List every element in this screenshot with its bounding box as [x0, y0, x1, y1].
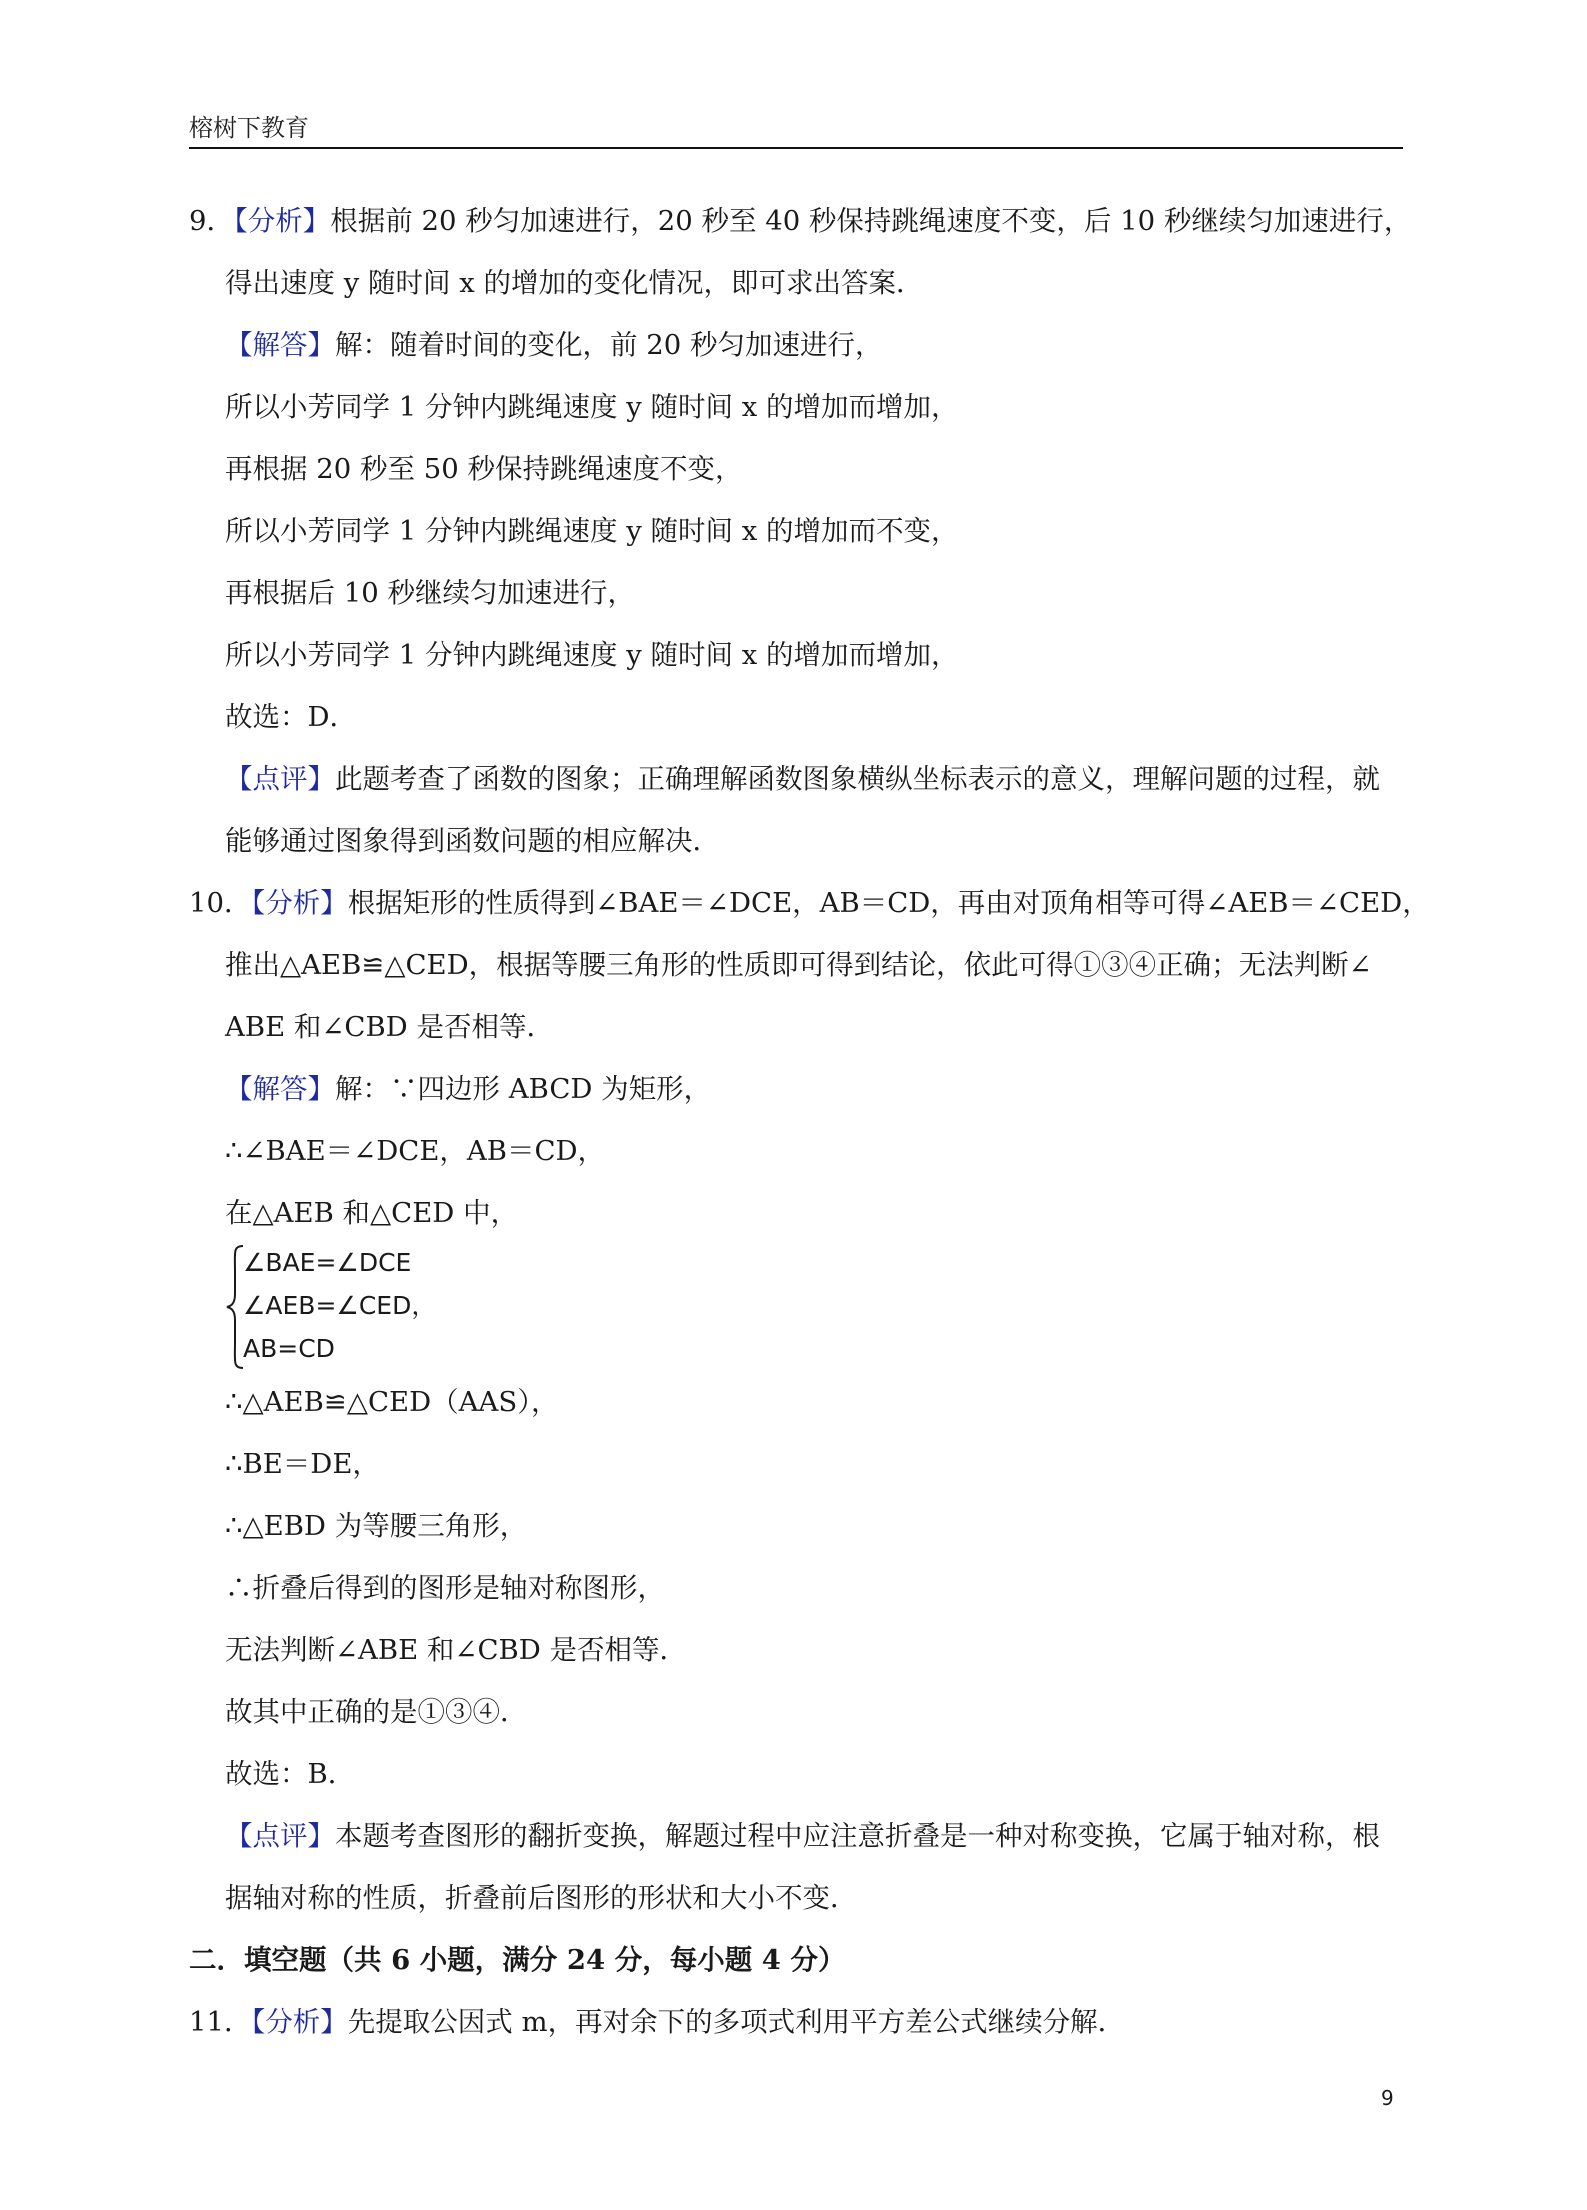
text-line: ∴折叠后得到的图形是轴对称图形，	[225, 1572, 665, 1604]
text-line: 【点评】此题考查了函数的图象；正确理解函数图象横纵坐标表示的意义，理解问题的过程，就	[225, 763, 1380, 795]
text-line: 所以小芳同学 1 分钟内跳绳速度 y 随时间 x 的增加而增加，	[225, 639, 959, 671]
equation-row: ∠BAE=∠DCE	[243, 1248, 412, 1277]
text-line: ∴△AEB≌△CED（AAS），	[225, 1386, 559, 1418]
text-line: 推出△AEB≌△CED，根据等腰三角形的性质即可得到结论，依此可得①③④正确；无法判断∠	[225, 949, 1372, 981]
text-line: 得出速度 y 随时间 x 的增加的变化情况，即可求出答案．	[225, 267, 924, 299]
section-tag: 【解答】	[225, 1073, 335, 1105]
text-line: 故选：D．	[225, 701, 358, 733]
section-tag: 【分析】	[251, 2006, 348, 2038]
section-tag: 【分析】	[251, 887, 348, 919]
text-line: 所以小芳同学 1 分钟内跳绳速度 y 随时间 x 的增加而不变，	[225, 515, 959, 547]
text-line: 故选：B．	[225, 1758, 356, 1790]
text-line: ∴∠BAE＝∠DCE，AB＝CD，	[225, 1135, 606, 1167]
text-line: 9．【分析】根据前 20 秒匀加速进行，20 秒至 40 秒保持跳绳速度不变，后 10 秒继续匀加速进行，	[189, 205, 1412, 237]
section-tag: 【点评】	[225, 763, 335, 795]
text-line: 所以小芳同学 1 分钟内跳绳速度 y 随时间 x 的增加而增加，	[225, 391, 959, 423]
equation-row: AB=CD	[243, 1334, 335, 1363]
section-tag: 【分析】	[234, 205, 331, 237]
page-header: 榕树下教育	[189, 114, 309, 142]
page-number: 9	[1381, 2086, 1394, 2110]
text-line: 再根据 20 秒至 50 秒保持跳绳速度不变，	[225, 453, 743, 485]
text-line: 在△AEB 和△CED 中，	[225, 1197, 519, 1229]
equation-row: ∠AEB=∠CED，	[243, 1291, 437, 1320]
header-rule	[189, 147, 1403, 149]
text-line: 故其中正确的是①③④．	[225, 1696, 528, 1728]
text-line: 再根据后 10 秒继续匀加速进行，	[225, 577, 635, 609]
text-line: 10．【分析】根据矩形的性质得到∠BAE＝∠DCE，AB＝CD，再由对顶角相等可得∠AEB＝∠CED，	[189, 887, 1430, 919]
section-tag: 【解答】	[225, 329, 335, 361]
section-tag: 【点评】	[225, 1820, 335, 1852]
text-line: 【解答】解：∵四边形 ABCD 为矩形，	[225, 1073, 712, 1105]
text-line: 11．【分析】先提取公因式 m，再对余下的多项式利用平方差公式继续分解．	[189, 2006, 1126, 2038]
text-line: ABE 和∠CBD 是否相等．	[225, 1011, 554, 1043]
text-line: 【解答】解：随着时间的变化，前 20 秒匀加速进行，	[225, 329, 883, 361]
text-line: 无法判断∠ABE 和∠CBD 是否相等．	[225, 1634, 688, 1666]
text-line: 【点评】本题考查图形的翻折变换，解题过程中应注意折叠是一种对称变换，它属于轴对称，根	[225, 1820, 1380, 1852]
section-heading: 二．填空题（共 6 小题，满分 24 分，每小题 4 分）	[189, 1944, 846, 1976]
equation-system	[225, 1242, 485, 1372]
text-line: ∴BE＝DE，	[225, 1448, 380, 1480]
text-line: 据轴对称的性质，折叠前后图形的形状和大小不变．	[225, 1882, 858, 1914]
text-line: ∴△EBD 为等腰三角形，	[225, 1510, 528, 1542]
text-line: 能够通过图象得到函数问题的相应解决．	[225, 825, 720, 857]
